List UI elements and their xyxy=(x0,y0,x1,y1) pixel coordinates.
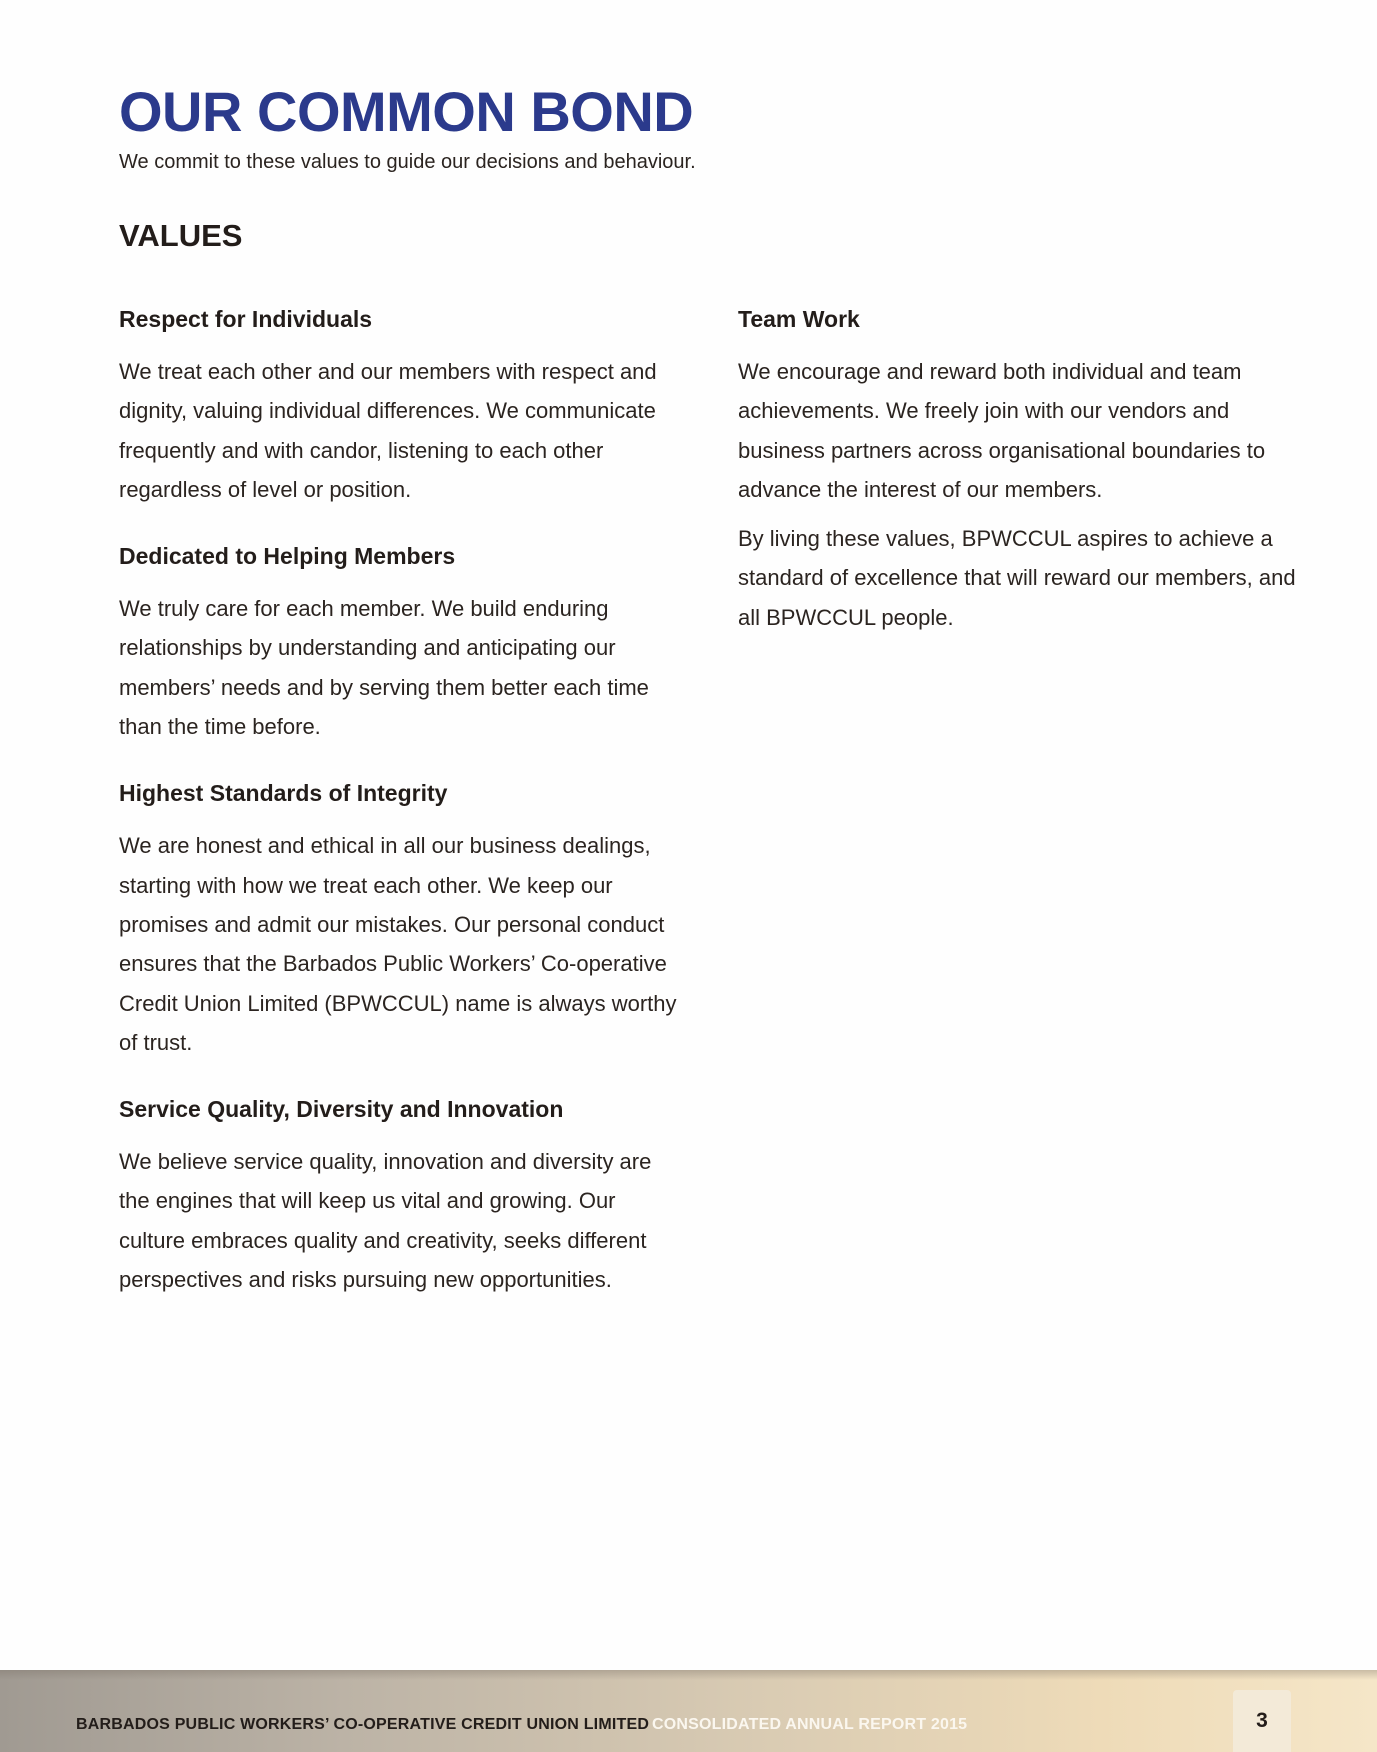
page-title: OUR COMMON BOND xyxy=(119,80,694,143)
page-footer xyxy=(0,1670,1377,1752)
value-highest-standards-of-integrity xyxy=(119,774,684,1062)
value-title: Service Quality, Diversity and Innovation xyxy=(119,1096,564,1123)
section-heading-values: VALUES xyxy=(119,218,243,253)
value-text: We treat each other and our members with respect and dignity, valuing individual differences. We communicate frequently and with candor, listening to each other regardless of level or position. xyxy=(119,359,657,502)
value-text: We truly care for each member. We build enduring relationships by understanding and anticipating our members’ needs and by serving them better each time than the time before. xyxy=(119,596,649,740)
footer-organization-name: BARBADOS PUBLIC WORKERS’ CO-OPERATIVE CREDIT UNION LIMITED xyxy=(76,1716,650,1733)
page-subtitle: We commit to these values to guide our decisions and behaviour. xyxy=(119,151,696,173)
value-respect-for-individuals xyxy=(119,300,684,509)
values-left-column xyxy=(119,300,684,1327)
closing-statement: By living these values, BPWCCUL aspires to achieve a standard of excellence that will reward our members, and all BPWCCUL people. xyxy=(738,526,1296,630)
value-title: Dedicated to Helping Members xyxy=(119,543,456,570)
value-text: We are honest and ethical in all our business dealings, starting with how we treat each other. We keep our promises and admit our mistakes. Our personal conduct ensures that the Barbados Public Workers’ Co-operative Credit Union Limited (BPWCCUL) name is always worthy of trust. xyxy=(119,833,677,1055)
value-text: We believe service quality, innovation and diversity are the engines that will keep us vital and growing. Our culture embraces quality and creativity, seeks different perspectives and risks pursuing new opportunities. xyxy=(119,1149,652,1293)
value-text: We encourage and reward both individual and team achievements. We freely join with our vendors and business partners across organisational boundaries to advance the interest of our members. xyxy=(738,359,1266,502)
value-team-work xyxy=(738,300,1298,637)
footer-report-title: CONSOLIDATED ANNUAL REPORT 2015 xyxy=(652,1716,968,1733)
value-service-quality-diversity-innovation xyxy=(119,1090,684,1299)
page-number-tab xyxy=(1233,1690,1291,1752)
page-number: 3 xyxy=(1256,1709,1268,1732)
value-title: Respect for Individuals xyxy=(119,306,373,332)
value-title: Team Work xyxy=(738,306,860,332)
value-dedicated-to-helping-members xyxy=(119,537,684,746)
value-title: Highest Standards of Integrity xyxy=(119,780,448,807)
values-right-column xyxy=(738,300,1298,665)
